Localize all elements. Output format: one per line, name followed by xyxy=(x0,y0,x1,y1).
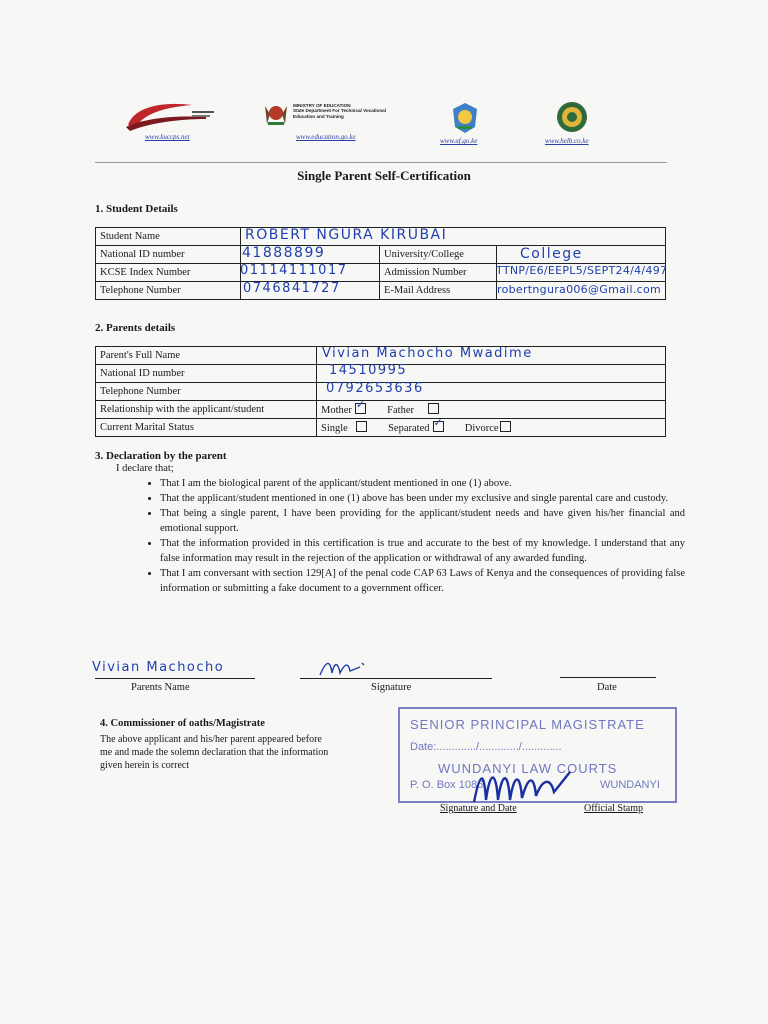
email-value: robertngura006@Gmail.com xyxy=(497,283,662,296)
signature-label: Signature xyxy=(371,682,412,693)
parent-national-id-value: 14510995 xyxy=(329,363,408,378)
admission-value: TTNP/E6/EEPL5/SEPT24/4/497 xyxy=(496,264,668,277)
uf-logo xyxy=(450,101,480,135)
separated-checkbox[interactable] xyxy=(433,421,444,432)
parent-full-name-label: Parent's Full Name xyxy=(96,347,317,365)
email-label: E-Mail Address xyxy=(380,282,497,300)
parent-national-id-label: National ID number xyxy=(96,365,317,383)
mother-checkbox[interactable] xyxy=(355,403,366,414)
divorce-checkbox[interactable] xyxy=(500,421,511,432)
national-id-value: 41888899 xyxy=(242,245,326,261)
date-label: Date xyxy=(597,682,617,693)
declaration-intro: I declare that; xyxy=(116,463,174,474)
helb-url[interactable]: www.helb.co.ke xyxy=(545,137,589,145)
student-name-value: ROBERT NGURA KIRUBAI xyxy=(245,227,448,243)
parent-signature-scribble xyxy=(318,655,368,679)
marital-status-label: Current Marital Status xyxy=(96,419,317,437)
admission-label: Admission Number xyxy=(380,264,497,282)
declaration-heading: 3. Declaration by the parent xyxy=(95,450,227,462)
commissioner-text: The above applicant and his/her parent appeared before me and made the solemn declaration that the information given herein is correct xyxy=(100,734,329,771)
college-value: College xyxy=(520,246,583,262)
telephone-value: 0746841727 xyxy=(243,281,341,296)
stamp-line-1: SENIOR PRINCIPAL MAGISTRATE xyxy=(410,717,645,732)
declaration-list xyxy=(142,476,685,596)
moe-text-line-1: MINISTRY OF EDUCATION xyxy=(293,103,351,108)
parent-telephone-value: 0792653636 xyxy=(326,381,424,396)
kuccps-logo xyxy=(122,97,218,137)
single-checkbox[interactable] xyxy=(356,421,367,432)
kcse-label: KCSE Index Number xyxy=(96,264,241,282)
declaration-item-1: • That I am the biological parent of the applicant/student mentioned in one (1) above. xyxy=(160,476,685,491)
stamp-line-3: WUNDANYI LAW COURTS xyxy=(438,761,618,776)
declaration-item-5: • That I am conversant with section 129[A] of the penal code CAP 63 Laws of Kenya and the consequences of providing false information or submitting a fake document to a government officer. xyxy=(160,566,685,596)
single-option-label: Single xyxy=(321,423,348,434)
parent-name-signature-value: Vivian Machocho xyxy=(92,660,225,675)
moe-text-line-2: State Department For Technical Vocational xyxy=(293,108,387,114)
magistrate-signature-scribble xyxy=(470,762,580,808)
parents-details-heading: 2. Parents details xyxy=(95,322,176,334)
moe-coat-of-arms-logo xyxy=(262,100,290,128)
moe-text-line-3: Education and Training xyxy=(293,113,344,119)
commissioner-heading: 4. Commissioner of oaths/Magistrate xyxy=(100,718,265,729)
father-checkbox[interactable] xyxy=(428,403,439,414)
relationship-label: Relationship with the applicant/student xyxy=(96,401,317,419)
document-title: Single Parent Self-Certification xyxy=(297,168,471,183)
moe-url[interactable]: www.education.go.ke xyxy=(296,133,356,141)
kcse-value: 01114111017 xyxy=(240,263,348,278)
parents-name-line xyxy=(95,678,255,679)
moe-text xyxy=(293,103,403,119)
signature-and-date-label: Signature and Date xyxy=(440,803,517,814)
student-details-heading: 1. Student Details xyxy=(95,203,178,215)
father-option-label: Father xyxy=(387,405,414,416)
national-id-label: National ID number xyxy=(96,246,241,264)
mother-option-label: Mother xyxy=(321,405,352,416)
separated-option-label: Separated xyxy=(388,423,430,434)
kuccps-url[interactable]: www.kuccps.net xyxy=(145,133,190,141)
parents-name-label: Parents Name xyxy=(131,682,190,693)
telephone-label: Telephone Number xyxy=(96,282,241,300)
divorce-option-label: Divorce xyxy=(464,423,499,434)
official-stamp-label: Official Stamp xyxy=(584,803,643,814)
header-rule xyxy=(95,162,667,163)
parent-telephone-label: Telephone Number xyxy=(96,383,317,401)
declaration-item-2: • That the applicant/student mentioned in one (1) above has been under my exclusive and single parental care and custody. xyxy=(160,491,685,506)
helb-logo xyxy=(555,100,589,134)
declaration-item-3: • That being a single parent, I have been providing for the applicant/student needs and have given his/her financial and emotional support. xyxy=(160,506,685,536)
relationship-cell xyxy=(317,401,666,419)
uf-url[interactable]: www.uf.go.ke xyxy=(440,137,478,145)
declaration-item-4: • That the information provided in this certification is true and accurate to the best of my knowledge. I understand that any false information may result in the rejection of the application or withdrawal of any awarded funding. xyxy=(160,536,685,566)
student-name-label: Student Name xyxy=(96,228,241,246)
marital-status-cell xyxy=(317,419,666,437)
stamp-line-2: Date:............./............./............. xyxy=(410,741,562,753)
stamp-line-5: WUNDANYI xyxy=(600,779,660,791)
signature-line xyxy=(300,678,492,679)
parent-full-name-value: Vivian Machocho Mwadime xyxy=(322,346,533,361)
university-label: University/College xyxy=(380,246,497,264)
stamp-line-4: P. O. Box 1086 xyxy=(410,779,484,791)
date-line xyxy=(560,677,656,678)
